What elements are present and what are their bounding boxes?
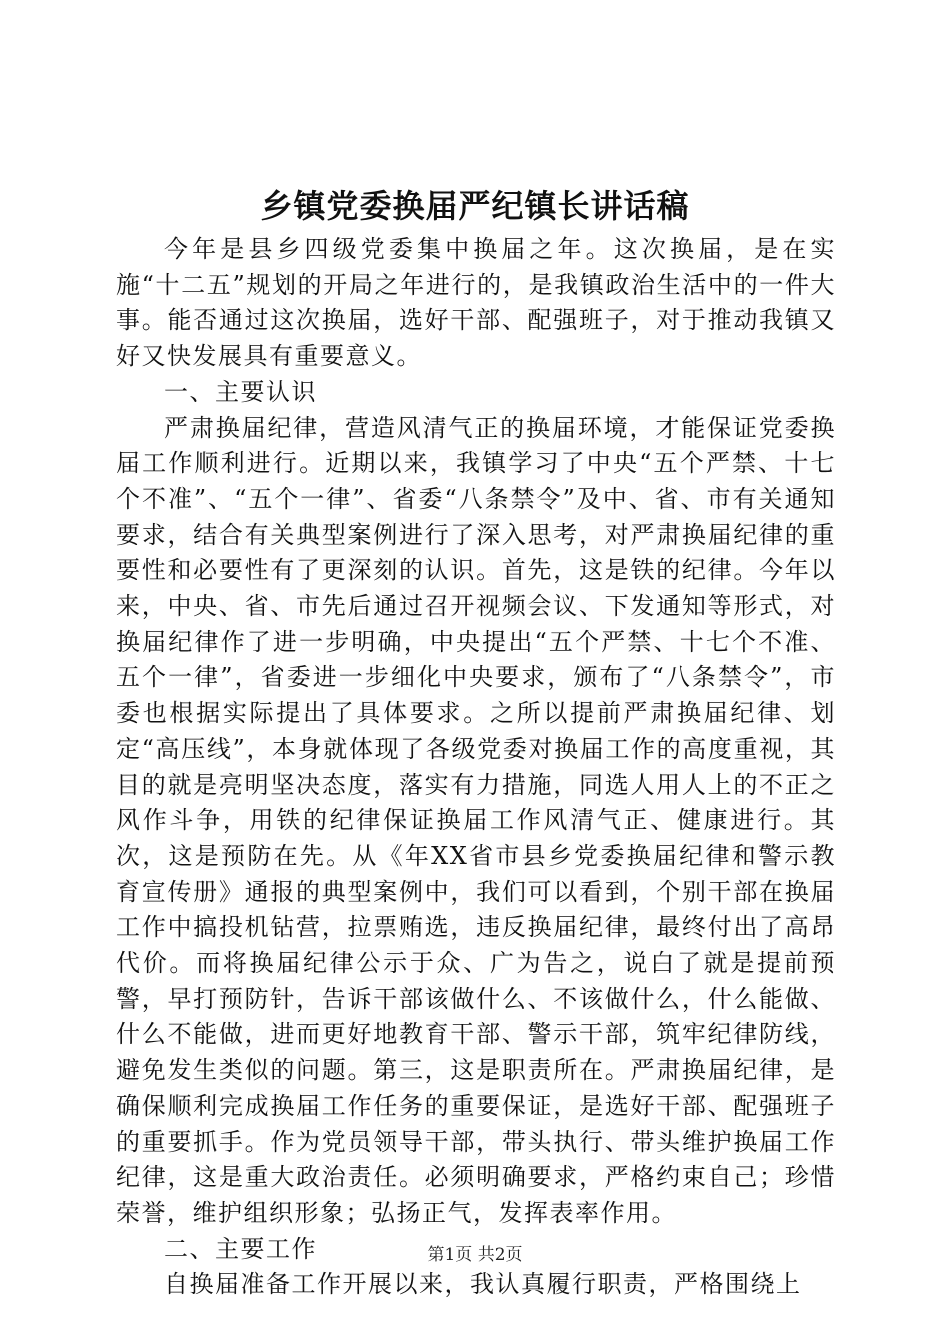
section-heading-2: 二、主要工作 <box>164 1234 317 1263</box>
section-paragraph-1: 严肃换届纪律，营造风清气正的换届环境，才能保证党委换届工作顺利进行。近期以来，我镇学习了中央“五个严禁、十七个不准”、“五个一律”、省委“八条禁令”及中、省、市有关通知要求，结合有关典型案例进行了深入思考，对严肃换届纪律的重要性和必要性有了更深刻的认识。首先，这是铁的纪律。今年以来，中央、省、市先后通过召开视频会议、下发通知等形式，对换届纪律作了进一步明确，中央提出“五个严禁、十七个不准、五个一律”，省委进一步细化中央要求，颁布了“八条禁令”，市委也根据实际提出了具体要求。之所以提前严肃换届纪律、划定“高压线”，本身就体现了各级党委对换届工作的高度重视，其目的就是亮明坚决态度，落实有力措施，同选人用人上的不正之风作斗争，用铁的纪律保证换届工作风清气正、健康进行。其次，这是预防在先。从《年XX省市县乡党委换届纪律和警示教育宣传册》通报的典型案例中，我们可以看到，个别干部在换届工作中搞投机钻营，拉票贿选，违反换届纪律，最终付出了高昂代价。而将换届纪律公示于众、广为告之，说白了就是提前预警，早打预防针，告诉干部该做什么、不该做什么，什么能做、什么不能做，进而更好地教育干部、警示干部，筑牢纪律防线，避免发生类似的问题。第三，这是职责所在。严肃换届纪律，是确保顺利完成换届工作任务的重要保证，是选好干部、配强班子的重要抓手。作为党员领导干部，带头执行、带头维护换届工作纪律，这是重大政治责任。必须明确要求，严格约束自己；珍惜荣誉，维护组织形象；弘扬正气，发挥表率作用。 <box>116 413 836 1227</box>
intro-paragraph: 今年是县乡四级党委集中换届之年。这次换届，是在实施“十二五”规划的开局之年进行的，是我镇政治生活中的一件大事。能否通过这次换届，选好干部、配强班子，对于推动我镇又好又快发展具有重要意义。 <box>116 235 836 371</box>
section-paragraph-2: 自换届准备工作开展以来，我认真履行职责，严格围绕上 <box>164 1270 802 1299</box>
section-heading-1: 一、主要认识 <box>164 377 317 406</box>
document-body <box>116 232 836 1303</box>
page-number-footer: 第1页 共2页 <box>427 1245 523 1265</box>
document-title: 乡镇党委换届严纪镇长讲话稿 <box>260 187 690 225</box>
